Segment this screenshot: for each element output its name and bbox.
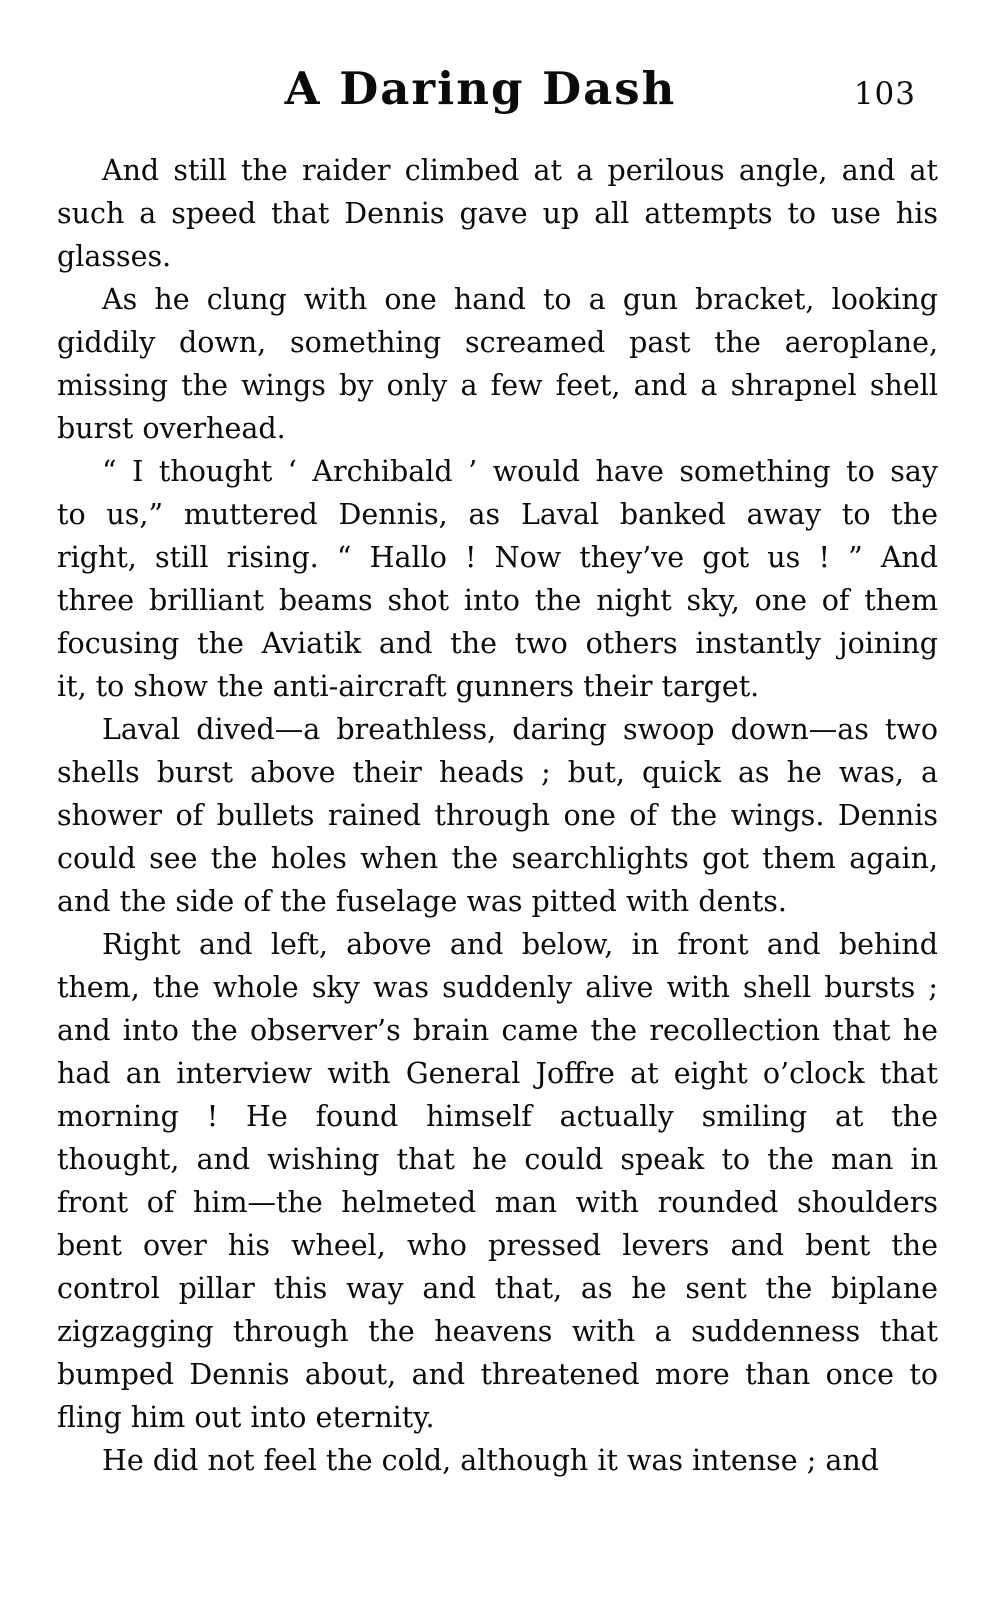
paragraph	[57, 278, 938, 450]
text-line: right, still rising. “ Hallo ! Now they’ve got us ! ” And	[57, 541, 938, 574]
text-line: bumped Dennis about, and threatened more than once to	[57, 1358, 938, 1391]
text-line: focusing the Aviatik and the two others instantly joining	[57, 627, 938, 660]
paragraph	[57, 149, 938, 278]
text-line: it, to show the anti-aircraft gunners their target.	[57, 670, 760, 703]
text-line: three brilliant beams shot into the night sky, one of them	[57, 584, 938, 617]
text-line: Laval dived—a breathless, daring swoop down—as two	[102, 713, 938, 746]
text-line: shower of bullets rained through one of the wings. Dennis	[57, 799, 938, 832]
text-line: such a speed that Dennis gave up all attempts to use his	[57, 197, 938, 230]
text-line: bent over his wheel, who pressed levers and bent the	[57, 1229, 938, 1262]
page-number: 103	[853, 76, 916, 112]
text-line: As he clung with one hand to a gun bracket, looking	[102, 283, 938, 316]
text-line: And still the raider climbed at a perilous angle, and at	[102, 154, 938, 187]
text-line: missing the wings by only a few feet, and a shrapnel shell	[57, 369, 938, 402]
text-line: control pillar this way and that, as he sent the biplane	[57, 1272, 938, 1305]
paragraph	[57, 1439, 938, 1482]
chapter-title: A Daring Dash	[284, 62, 677, 115]
text-line: and into the observer’s brain came the recollection that he	[57, 1014, 938, 1047]
text-line: them, the whole sky was suddenly alive with shell bursts ;	[57, 971, 938, 1004]
text-line: front of him—the helmeted man with rounded shoulders	[57, 1186, 938, 1219]
text-line: to us,” muttered Dennis, as Laval banked away to the	[57, 498, 938, 531]
text-line: giddily down, something screamed past the aeroplane,	[57, 326, 938, 359]
text-line: thought, and wishing that he could speak to the man in	[57, 1143, 938, 1176]
paragraph	[57, 923, 938, 1439]
running-header	[57, 64, 938, 122]
text-line: could see the holes when the searchlights got them again,	[57, 842, 938, 875]
text-line: burst overhead.	[57, 412, 286, 445]
text-line: Right and left, above and below, in front and behind	[102, 928, 938, 961]
text-line: “ I thought ‘ Archibald ’ would have something to say	[102, 455, 938, 488]
text-line: shells burst above their heads ; but, quick as he was, a	[57, 756, 938, 789]
text-line: He did not feel the cold, although it was intense ; and	[102, 1444, 879, 1477]
text-line: zigzagging through the heavens with a suddenness that	[57, 1315, 938, 1348]
page-body	[57, 149, 938, 1482]
text-line: morning ! He found himself actually smiling at the	[57, 1100, 938, 1133]
paragraph	[57, 708, 938, 923]
text-line: and the side of the fuselage was pitted with dents.	[57, 885, 787, 918]
text-line: fling him out into eternity.	[57, 1401, 435, 1434]
text-line: glasses.	[57, 240, 172, 273]
paragraph	[57, 450, 938, 708]
text-line: had an interview with General Joffre at eight o’clock that	[57, 1057, 938, 1090]
